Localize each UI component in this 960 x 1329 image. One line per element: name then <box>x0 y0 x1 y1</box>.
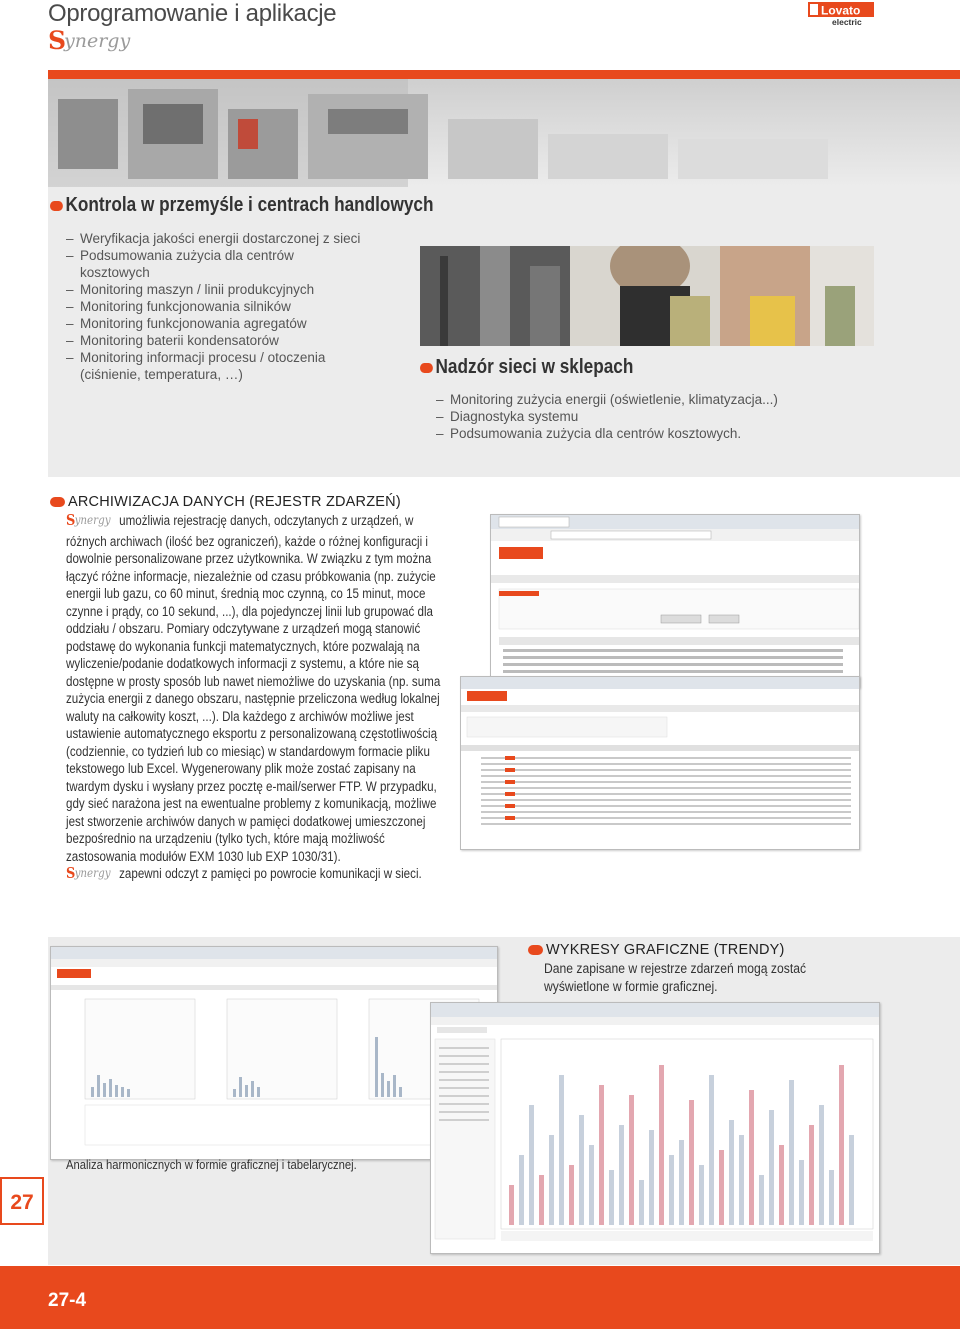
trend-bar <box>759 1175 764 1225</box>
trend-bar <box>509 1185 514 1225</box>
bullet-marker-icon <box>50 201 63 211</box>
list-item: – Podsumowania zużycia dla centrów kosztowych. <box>436 425 836 442</box>
synergy-inline-logo <box>66 512 116 533</box>
trend-bar <box>729 1120 734 1225</box>
industry-list <box>66 230 386 383</box>
list-item: kosztowych <box>80 265 150 280</box>
trend-bar <box>849 1135 854 1225</box>
trend-bar <box>569 1165 574 1225</box>
trends-heading-wrap <box>528 942 785 958</box>
trend-bar <box>749 1090 754 1225</box>
trend-bar <box>779 1145 784 1225</box>
header-accent-bar <box>48 70 960 79</box>
trend-bar <box>579 1115 584 1225</box>
archive-heading-wrap <box>50 494 401 510</box>
shops-heading: Nadzór sieci w sklepach <box>435 356 634 378</box>
trends-text: Dane zapisane w rejestrze zdarzeń mogą zostać wyświetlone w formie graficznej. <box>544 961 807 994</box>
page-header-title: Oprogramowanie i aplikacje <box>48 0 337 27</box>
list-item: – Monitoring maszyn / linii produkcyjnych <box>66 281 386 298</box>
svg-text:Lovato: Lovato <box>821 3 861 18</box>
trend-bar <box>559 1075 564 1225</box>
archive-heading: ARCHIWIZACJA DANYCH (REJESTR ZDARZEŃ) <box>68 494 401 510</box>
trend-bar <box>689 1100 694 1225</box>
trend-bar <box>549 1135 554 1225</box>
svg-text:S: S <box>66 865 76 881</box>
list-item: – Diagnostyka systemu <box>436 408 836 425</box>
trend-bar <box>769 1110 774 1225</box>
footer-page-number: 27-4 <box>48 1290 87 1311</box>
trend-bar <box>719 1150 724 1225</box>
footer-bar <box>0 1266 960 1329</box>
archive-body-text: umożliwia rejestrację danych, odczytanych z urządzeń, w różnych archiwach (ilość bez ograniczeń), każde o różnej konfiguracji i dowolnie personalizowane przez użytkownika. W związku z tym można łączyć różne informacje, niezależnie od czasu próbkowania (np. zużycie energii lub gazu, co 60 minut, średnią moc czynną, co 15 minut, moce czynne i prądy, co 10 sekund, ...), dla pojedynczej linii lub grupować dla oddziału / obszaru. Pomiary odczytywane z urządzeń mogą stanowić podstawę do wykonania funkcji matematycznych, które pozwalają na wyliczenie/podanie dodatkowych informacji z systemu, a które nie są dostępne w prosty sposób lub nawet niemożliwe do uzyskania (np. suma zużycia energii z danego obszaru, następnie przeliczona według lokalnej waluty na całkowity koszt, ...). Dla każdego z archiwów możliwe jest ustawienie automatycznego eksportu z personalizowaną częstotliwością (codziennie, co tydzień lub co miesiąc) w standardowym formacie pliku tekstowego lub Excel. Wygenerowany plik może zostać zapisany na twardym dysku i wysłany przez pocztę e-mail/serwer FTP. W przypadku, gdy sieć narażona jest na ewentualne problemy z komunikacją, możliwe jest stworzenie archiwów danych w pamięci dodatkowej umieszczonej bezpośrednio na urządzeniu (tylko tych, które mają możliwość zastosowania modułów EXM 1030 lub EXP 1030/31). <box>66 513 441 864</box>
list-item: – Weryfikacja jakości energii dostarczonej z sieci <box>66 230 386 247</box>
synergy-logo <box>48 28 148 59</box>
list-item: – Podsumowania zużycia dla centrów <box>66 247 386 264</box>
shopping-photo <box>420 246 874 346</box>
trend-bar <box>649 1130 654 1225</box>
trend-bar <box>839 1065 844 1225</box>
svg-text:ynergy: ynergy <box>74 513 111 528</box>
bullet-marker-icon <box>528 945 543 955</box>
trend-bar <box>789 1080 794 1225</box>
trend-bar <box>619 1125 624 1225</box>
trend-bar <box>589 1145 594 1225</box>
trends-screenshot <box>430 1002 880 1254</box>
trend-bar <box>799 1160 804 1225</box>
industry-heading-wrap <box>50 194 496 217</box>
factory-photo <box>48 79 960 187</box>
shops-heading-wrap <box>420 356 668 379</box>
list-item: – Monitoring informacji procesu / otoczenia <box>66 349 386 366</box>
svg-text:electric: electric <box>832 17 862 26</box>
bullet-marker-icon <box>50 497 65 507</box>
trend-bar <box>519 1155 524 1225</box>
list-item: – Monitoring zużycia energii (oświetlenie, klimatyzacja...) <box>436 391 836 408</box>
archive-body <box>66 512 502 886</box>
bullet-marker-icon <box>420 363 433 373</box>
trend-bar <box>739 1135 744 1225</box>
list-item: – Monitoring baterii kondensatorów <box>66 332 386 349</box>
synergy-inline-logo <box>66 865 116 886</box>
shops-list <box>436 391 836 442</box>
trend-bar <box>539 1175 544 1225</box>
trend-bar <box>659 1065 664 1225</box>
trend-bar <box>809 1125 814 1225</box>
trend-bar <box>829 1170 834 1225</box>
side-page-number: 27 <box>0 1177 44 1225</box>
svg-text:S: S <box>48 28 67 54</box>
events-screenshot <box>490 514 860 688</box>
trend-bar <box>529 1105 534 1225</box>
trend-bar <box>679 1140 684 1225</box>
trends-heading: WYKRESY GRAFICZNE (TRENDY) <box>546 942 785 958</box>
archive-body-end-text: zapewni odczyt z pamięci po powrocie komunikacji w sieci. <box>119 866 422 881</box>
svg-text:ynergy: ynergy <box>74 866 111 881</box>
trend-bar <box>669 1155 674 1225</box>
list-item: (ciśnienie, temperatura, …) <box>80 367 243 382</box>
datalog-screenshot <box>460 676 860 850</box>
trend-bar <box>699 1165 704 1225</box>
list-item: – Monitoring funkcjonowania silników <box>66 298 386 315</box>
harmonics-caption: Analiza harmonicznych w formie graficznej i tabelarycznej. <box>66 1158 357 1172</box>
trend-bar <box>599 1085 604 1225</box>
trend-bar <box>609 1170 614 1225</box>
list-item: – Monitoring funkcjonowania agregatów <box>66 315 386 332</box>
trend-bar <box>819 1105 824 1225</box>
svg-text:S: S <box>66 512 76 528</box>
trend-bar <box>629 1095 634 1225</box>
trend-bar <box>709 1075 714 1225</box>
trend-bar <box>639 1180 644 1225</box>
lovato-logo <box>808 2 874 24</box>
industry-heading: Kontrola w przemyśle i centrach handlowych <box>65 194 434 216</box>
svg-text:ynergy: ynergy <box>64 30 131 52</box>
